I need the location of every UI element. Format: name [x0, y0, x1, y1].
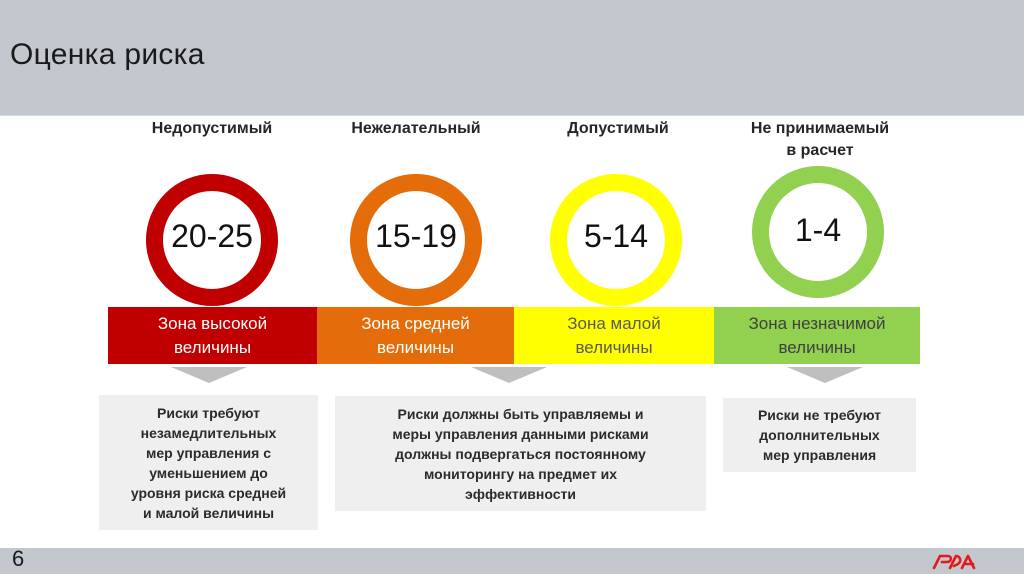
description-line: Риски должны быть управляемы и [397, 405, 644, 422]
zone-label-line1: Зона средней [361, 313, 470, 333]
description-line: меры управления данными рисками [392, 425, 649, 442]
zone-label-line2: величины [778, 337, 856, 357]
slide-title: Оценка риска [10, 38, 205, 71]
risk-range-low: 5-14 [583, 218, 649, 254]
description-box-negligible [723, 398, 916, 472]
category-label-unacceptable: Недопустимый [151, 120, 273, 137]
description-line: должны подвергаться постоянному [395, 445, 646, 462]
zone-label-line2: величины [376, 337, 455, 357]
zone-band-medium [317, 307, 514, 364]
down-arrow-icon [171, 367, 247, 383]
description-line: дополнительных [759, 427, 880, 443]
description-line: уменьшением до [149, 464, 268, 481]
slide-footer [0, 548, 1024, 574]
risk-range-high: 20-25 [171, 218, 253, 254]
down-arrow-icon [787, 367, 863, 383]
zone-label-line1: Зона высокой [157, 313, 268, 333]
description-box-high [99, 395, 318, 530]
description-box-medium-low [335, 396, 706, 511]
page-number: 6 [12, 546, 25, 571]
description-line: Риски не требуют [757, 407, 882, 423]
zone-band-high [108, 307, 317, 364]
zone-label-line2: величины [173, 337, 252, 357]
zone-band-low [514, 307, 714, 364]
risk-range-negligible: 1-4 [794, 212, 842, 248]
zone-label-line1: Зона малой [567, 313, 661, 333]
category-label-line2: в расчет [786, 142, 854, 159]
description-line: мер управления [762, 447, 877, 463]
header-divider [0, 115, 1024, 116]
description-line: незамедлительных [140, 424, 277, 441]
category-label-not-considered [720, 118, 920, 162]
category-label-line1: Не принимаемый [750, 120, 890, 137]
description-line: мониторингу на предмет их [423, 465, 618, 482]
category-label-acceptable: Допустимый [567, 120, 669, 137]
zone-label-line1: Зона незначимой [748, 313, 886, 333]
description-line: эффективности [465, 485, 576, 502]
description-line: уровня риска средней [130, 484, 287, 501]
category-label-undesirable: Нежелательный [351, 120, 481, 137]
description-line: Риски требуют [157, 404, 260, 421]
zone-label-line2: величины [575, 337, 653, 357]
rzd-logo-icon [930, 553, 980, 571]
down-arrow-icon [471, 367, 547, 383]
description-line: и малой величины [142, 504, 275, 521]
description-line: мер управления с [146, 444, 271, 461]
risk-range-medium: 15-19 [375, 218, 457, 254]
zone-band-negligible [714, 307, 920, 364]
